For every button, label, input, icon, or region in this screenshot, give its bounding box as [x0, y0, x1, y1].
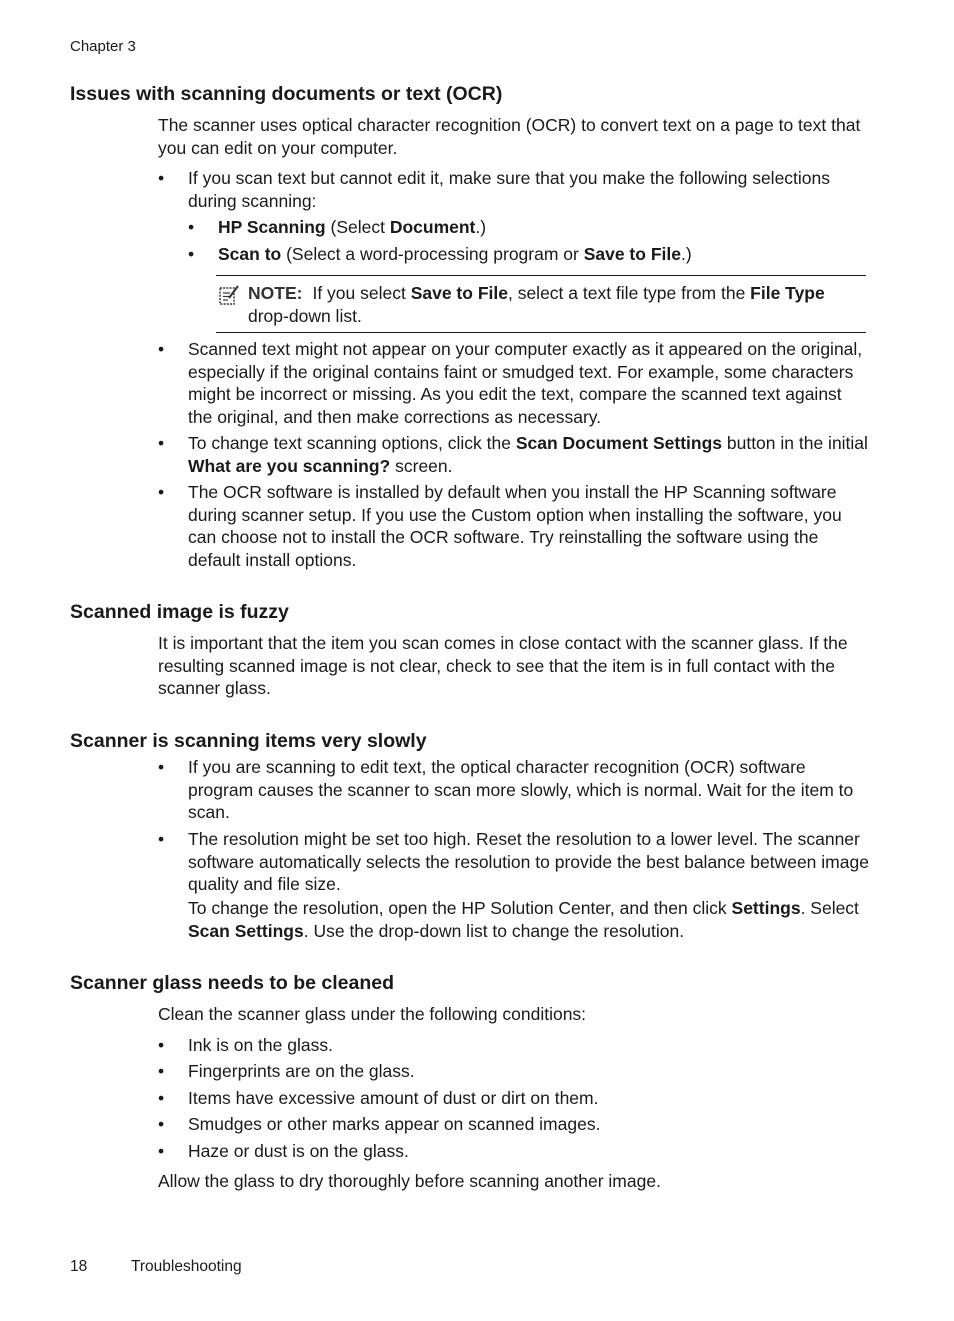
- bullet-icon: •: [158, 757, 165, 777]
- list-item-text: Fingerprints are on the glass.: [188, 1061, 415, 1081]
- list-item-text: To change the resolution, open the HP Solution Center, and then click Settings. Select Scan Settings. Use the drop-down list to change the resolution.: [188, 898, 859, 941]
- list-item: [158, 1140, 870, 1163]
- bullet-icon: •: [158, 482, 165, 502]
- bullet-icon: •: [158, 168, 165, 188]
- list-item: [158, 1087, 870, 1110]
- list-item-text: Haze or dust is on the glass.: [188, 1141, 409, 1161]
- list-item: [158, 828, 870, 896]
- fuzzy-body: It is important that the item you scan comes in close contact with the scanner glass. If the resulting scanned image is not clear, check to see that the item is in full contact with the scanner glass.: [158, 633, 848, 699]
- bullet-icon: •: [158, 1088, 165, 1108]
- bullet-icon: •: [158, 339, 165, 359]
- glass-outro: Allow the glass to dry thoroughly before scanning another image.: [158, 1171, 661, 1191]
- note-text: NOTE: If you select Save to File, select a text file type from the File Type drop-down list.: [248, 283, 825, 326]
- heading-glass: Scanner glass needs to be cleaned: [70, 972, 395, 994]
- heading-slow: Scanner is scanning items very slowly: [70, 730, 427, 752]
- list-item-text: To change text scanning options, click the Scan Document Settings button in the initial What are you scanning? screen.: [188, 433, 868, 476]
- note-icon: [218, 284, 240, 306]
- list-item: [158, 1113, 870, 1136]
- list-item-text: If you are scanning to edit text, the optical character recognition (OCR) software program causes the scanner to scan more slowly, which is normal. Wait for the item to scan.: [188, 757, 854, 823]
- page-number: 18: [70, 1258, 88, 1275]
- list-item-text: HP Scanning (Select Document.): [218, 217, 487, 237]
- bullet-icon: •: [188, 217, 195, 237]
- list-item-text: The resolution might be set too high. Reset the resolution to a lower level. The scanner software automatically selects the resolution to provide the best balance between image quality and file size.: [188, 829, 869, 895]
- list-item: [158, 1060, 870, 1083]
- list-item-text: If you scan text but cannot edit it, make sure that you make the following selections during scanning:: [188, 168, 831, 211]
- footer-section: Troubleshooting: [131, 1258, 242, 1275]
- heading-fuzzy: Scanned image is fuzzy: [70, 601, 289, 623]
- list-item-text: Scan to (Select a word-processing program or Save to File.): [218, 244, 692, 264]
- list-item: [158, 756, 870, 824]
- bullet-icon: •: [158, 829, 165, 849]
- list-item: [158, 167, 870, 212]
- bullet-icon: •: [158, 1114, 165, 1134]
- bullet-icon: •: [158, 1035, 165, 1055]
- list-item: [158, 432, 870, 477]
- sub-list-item: [188, 243, 870, 266]
- list-item-continuation: [158, 897, 870, 942]
- list-item-text: The OCR software is installed by default when you install the HP Scanning software during scanner setup. If you use the Custom option when installing the software, you can choose not to install the OCR software. Try reinstalling the software using the default install options.: [188, 482, 842, 570]
- note-label: NOTE:: [248, 283, 303, 303]
- list-item: [158, 338, 870, 428]
- list-item-text: Ink is on the glass.: [188, 1035, 333, 1055]
- ocr-intro: The scanner uses optical character recognition (OCR) to convert text on a page to text that you can edit on your computer.: [158, 115, 861, 158]
- list-item-text: Scanned text might not appear on your computer exactly as it appeared on the original, especially if the original contains faint or smudged text. For example, some characters might be incorrect or missing. As you edit the text, compare the scanned text against the original, and then make corrections as necessary.: [188, 339, 863, 427]
- bullet-icon: •: [188, 244, 195, 264]
- list-item: [158, 1034, 870, 1057]
- heading-ocr: Issues with scanning documents or text (OCR): [70, 83, 503, 105]
- sub-list-item: [188, 216, 870, 239]
- note-box: [216, 275, 866, 333]
- glass-intro: Clean the scanner glass under the following conditions:: [158, 1004, 587, 1024]
- list-item: [158, 481, 870, 571]
- chapter-label: Chapter 3: [70, 38, 136, 55]
- bullet-icon: •: [158, 433, 165, 453]
- bullet-icon: •: [158, 1061, 165, 1081]
- bullet-icon: •: [158, 1141, 165, 1161]
- list-item-text: Items have excessive amount of dust or dirt on them.: [188, 1088, 599, 1108]
- list-item-text: Smudges or other marks appear on scanned images.: [188, 1114, 601, 1134]
